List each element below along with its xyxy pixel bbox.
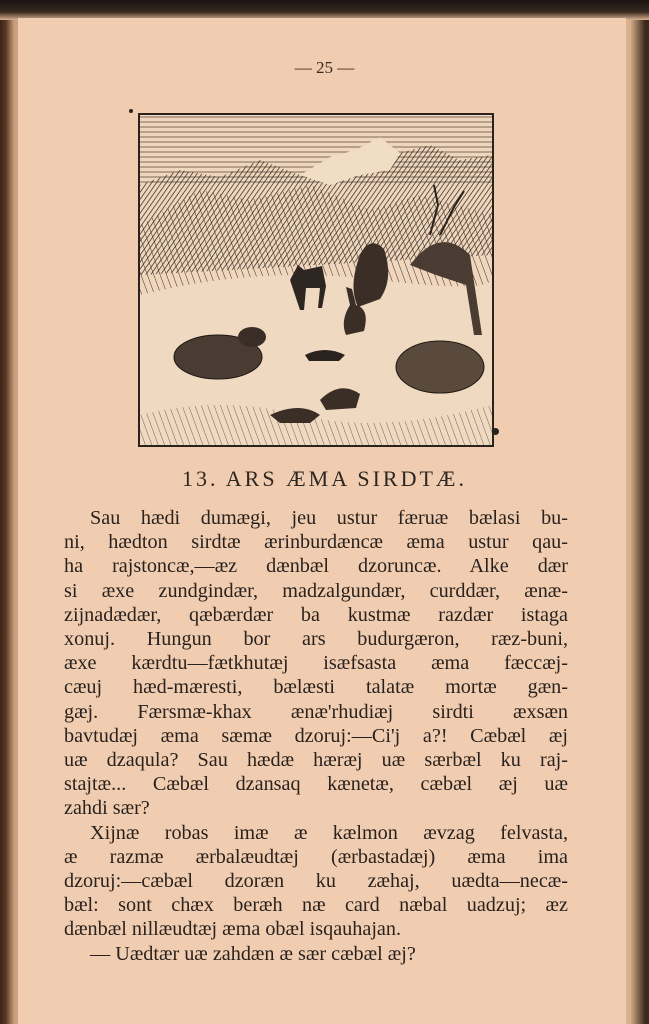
paragraph — [90, 942, 568, 966]
engraving-illustration — [140, 115, 492, 445]
text-line: bæl: sont chæx beræh næ card næbal uadzuj; æz — [64, 894, 568, 917]
text-line: ni, hædton sirdtæ ærinburdæncæ æma ustur qau- — [64, 531, 568, 554]
text-line: dzoruj:—cæbæl dzoræn ku zæhaj, uædta—necæ- — [64, 870, 568, 893]
paragraph — [64, 821, 568, 942]
illustration-corner-mark — [129, 109, 133, 113]
text-line: si æxe zundgindær, madzalgundær, curddær, ænæ- — [64, 579, 568, 602]
text-line: gæj. Færsmæ-khax ænæ'rhudiæj sirdti æxsæn — [64, 700, 568, 723]
book-top-edge — [0, 0, 649, 20]
text-line: zijnadædær, qæbærdær ba kustmæ razdær istaga — [64, 603, 568, 626]
text-line: æxe kærdtu—fætkhutæj isæfsasta æma fæccæj- — [64, 652, 568, 675]
text-line: Sau hædi dumægi, jeu ustur færuæ bælasi bu- — [90, 507, 568, 529]
sheep-right — [396, 341, 484, 393]
paragraph — [64, 506, 568, 821]
text-line: æ razmæ ærbalæudtæj (ærbastadæj) æma ima — [64, 845, 568, 868]
illustration-animals-in-mountains — [138, 113, 494, 447]
sheep-head-left — [238, 327, 266, 347]
text-line: bavtudæj æma sæmæ dzoruj:—Ci'j a?! Cæbæl æj — [64, 724, 568, 747]
page-number: — 25 — — [294, 58, 355, 77]
text-line: ha rajstoncæ,—æz dænbæl dzoruncæ. Alke dær — [64, 555, 568, 578]
text-line: Xijnæ robas imæ æ kælmon ævzag felvasta, — [90, 821, 568, 844]
text-line: dænbæl nillæudtæj æma obæl isqauhajan. — [64, 918, 402, 941]
chapter-title: 13. ARS ÆMA SIRDTÆ. — [181, 466, 467, 491]
text-line: zahdi sær? — [64, 797, 150, 820]
body-text — [64, 506, 568, 966]
text-line: uæ dzaqula? Sau hædæ hæræj uæ særbæl ku raj- — [64, 749, 568, 772]
text-line: cæuj hæd-mæresti, bælæsti talatæ mortæ gæn- — [64, 676, 568, 699]
text-line: — Uædtær uæ zahdæn æ sær cæbæl æj? — [90, 942, 416, 965]
text-line: stajtæ... Cæbæl dzansaq kænetæ, cæbæl æj uæ — [64, 773, 568, 796]
text-line: xonuj. Hungun bor ars budurgæron, ræz-buni, — [64, 628, 568, 651]
